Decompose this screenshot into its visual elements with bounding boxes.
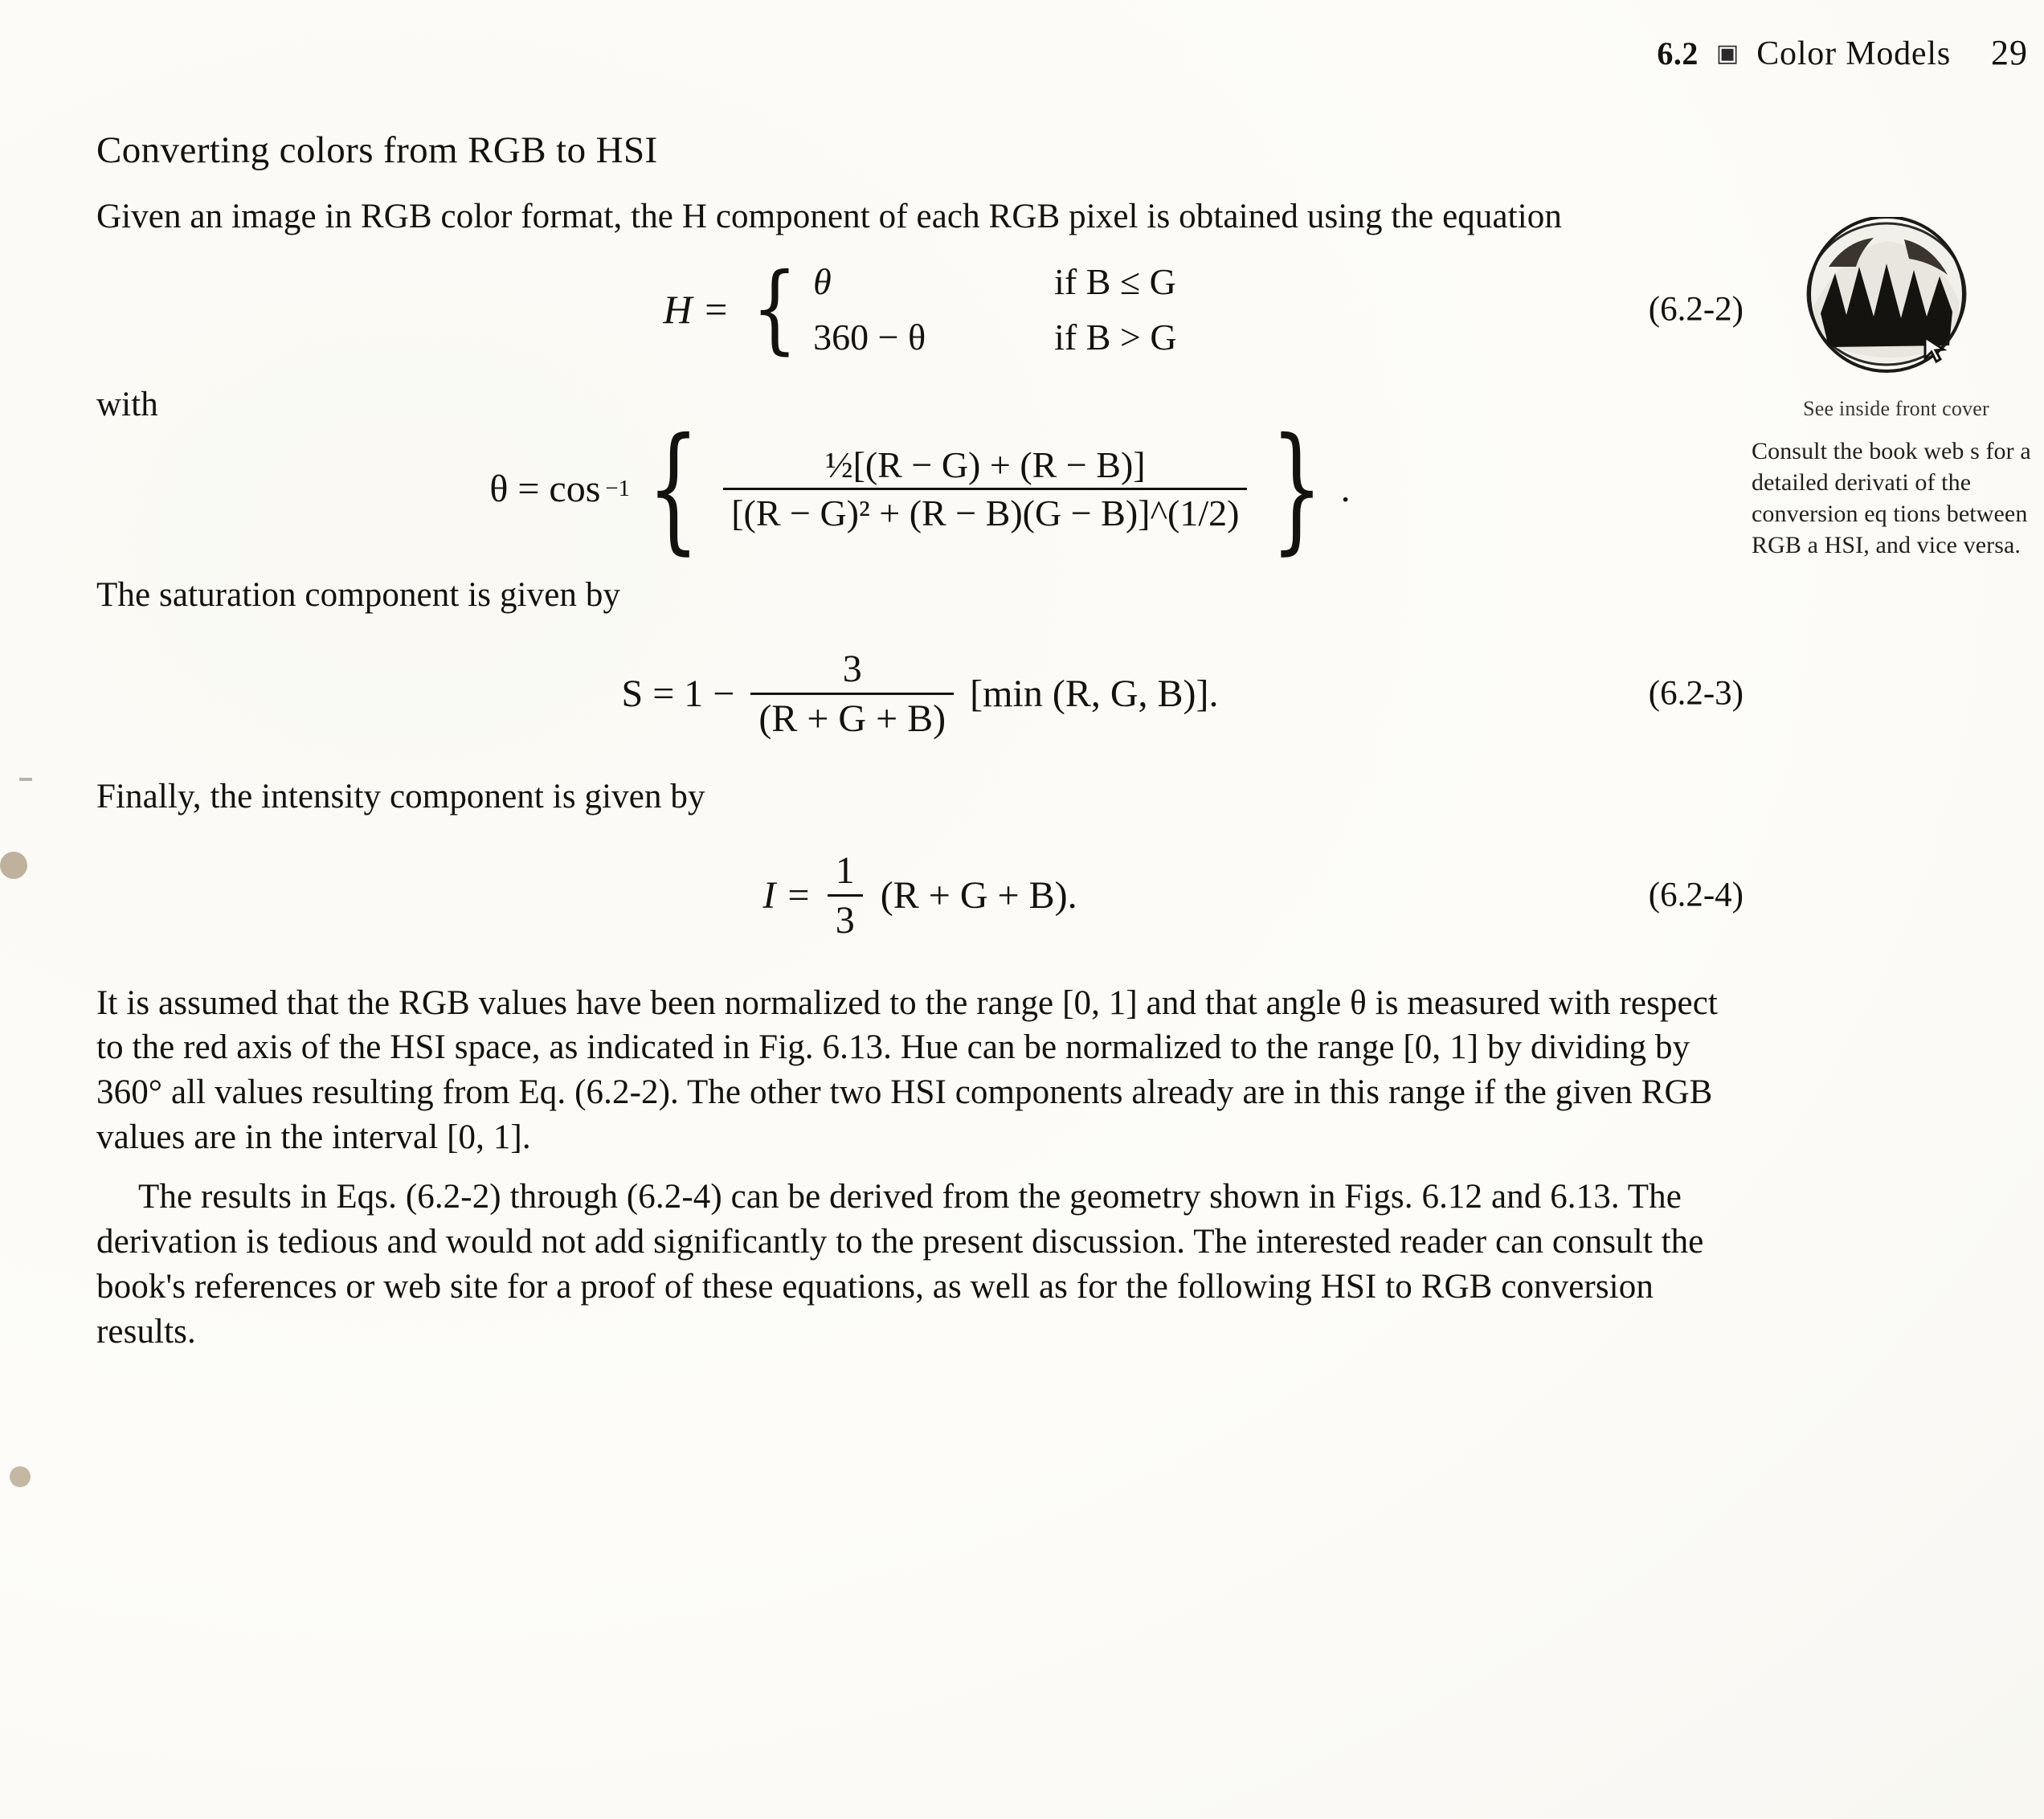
eq624-lhs: I = (762, 873, 811, 917)
running-head (1657, 32, 2028, 73)
equation-6-2-3 (96, 645, 1744, 742)
margin-note (1752, 217, 2041, 561)
eq624-rhs: (R + G + B). (880, 873, 1077, 917)
paper-smudge (10, 1466, 31, 1487)
eq623-rhs: [min (R, G, B)]. (970, 672, 1219, 715)
case-2-condition: if B > G (1054, 316, 1177, 358)
theta-trailing-period: . (1340, 467, 1351, 510)
equation-lhs: H = (663, 286, 730, 332)
eq623-fraction (750, 645, 954, 742)
margin-note-body: Consult the book web s for a detailed derivati of the conversion eq tions between RGB a HSI, and vice versa. (1752, 438, 2031, 558)
paper-smudge (0, 852, 27, 879)
paragraph-1: Given an image in RGB color format, the H component of each RGB pixel is obtained using the equation (96, 198, 1562, 235)
equation-theta (96, 408, 1744, 568)
case-1-condition: if B ≤ G (1054, 260, 1176, 302)
paragraph-3: Finally, the intensity component is given by (96, 777, 705, 815)
equation-6-2-4 (96, 847, 1744, 944)
eq623-lhs: S = 1 − (621, 672, 735, 715)
eq624-fraction (828, 847, 863, 944)
subheading: Converting colors from RGB to HSI (96, 129, 658, 171)
margin-note-caption: See inside front cover (1803, 397, 1989, 420)
equation-6-2-2 (96, 252, 1744, 365)
theta-numerator: ½[(R − G) + (R − B)] (825, 444, 1146, 485)
equation-number: (6.2-4) (1648, 876, 1744, 914)
paper-mark (19, 778, 32, 781)
case-1-value: θ (813, 260, 832, 302)
page-number: 29 (1991, 33, 2028, 72)
eq623-numerator: 3 (842, 647, 862, 690)
equation-number: (6.2-3) (1648, 674, 1744, 713)
theta-exponent: −1 (605, 475, 631, 501)
paragraph-4: It is assumed that the RGB values have been normalized to the range [0, 1] and that angle θ is measured with respect to the red axis of the HSI space, as indicated in Fig. 6.13. Hue can be normalized to the range [0, 1] by dividing by 360° all values resulting from Eq. (6.2-2). The other two HSI components already are in this range if the given RGB values are in the interval [0, 1]. (96, 983, 1718, 1157)
paragraph-5: The results in Eqs. (6.2-2) through (6.2-4) can be derived from the geometry shown in Figs. 6.12 and 6.13. The derivation is tedious and would not add significantly to the present discussion. The interested reader can consult the book's references or web site for a proof of these equations, as well as for the following HSI to RGB conversion results. (96, 1178, 1704, 1351)
section-number: 6.2 (1657, 35, 1699, 72)
right-big-brace-icon: } (1271, 408, 1324, 568)
eq623-denominator: (R + G + B) (758, 697, 946, 740)
section-marker-icon: ▣ (1715, 40, 1739, 67)
eq624-numerator: 1 (835, 848, 855, 892)
section-title: Color Models (1756, 35, 1951, 72)
theta-lhs: θ = cos (489, 467, 601, 510)
theta-fraction (723, 442, 1247, 536)
cases-group (744, 252, 1177, 365)
with-label: with (96, 385, 158, 423)
left-brace-icon: { (751, 252, 798, 365)
eq624-denominator: 3 (835, 898, 855, 942)
front-cover-thumbnail-icon (1797, 217, 1985, 386)
paragraph-2: The saturation component is given by (96, 575, 621, 614)
left-big-brace-icon: { (647, 408, 700, 568)
text-column (96, 129, 1744, 1369)
theta-denominator: [(R − G)² + (R − B)(G − B)]^(1/2) (731, 492, 1240, 533)
case-2-value: 360 − θ (813, 316, 926, 358)
equation-number: (6.2-2) (1648, 290, 1744, 329)
